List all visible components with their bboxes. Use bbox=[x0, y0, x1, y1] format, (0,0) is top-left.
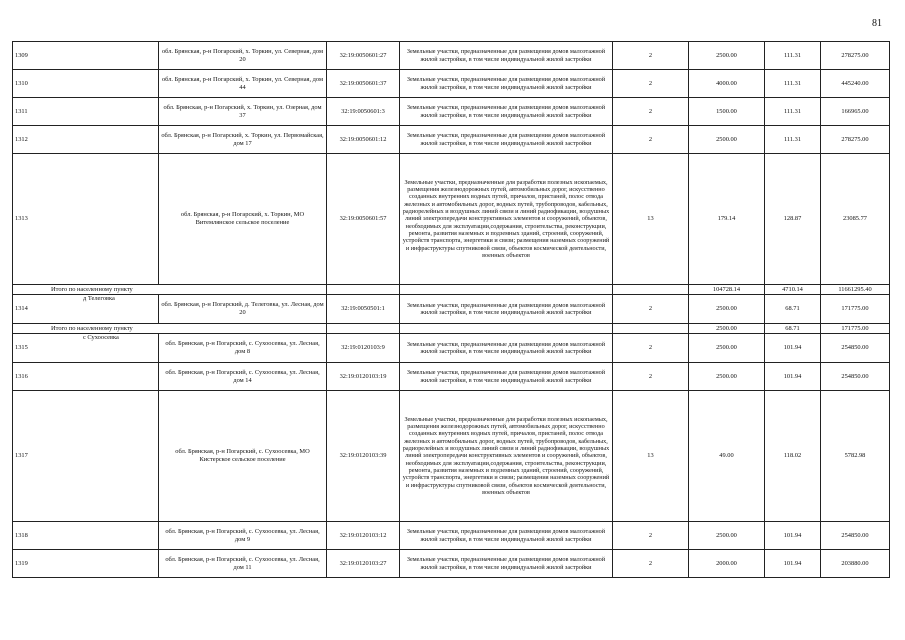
row-specific-value: 68.71 bbox=[765, 295, 821, 324]
row-cadastral-value: 254850.00 bbox=[821, 522, 890, 550]
row-area: 49.00 bbox=[689, 391, 765, 522]
row-land-use: Земельные участки, предназначенные для размещения домов малоэтажной жилой застройки, в том числе индивидуальной жилой застройки bbox=[400, 363, 613, 391]
row-cadastral-number: 32:19:0120103:19 bbox=[327, 363, 400, 391]
row-area: 2500.00 bbox=[689, 363, 765, 391]
row-group: 2 bbox=[613, 550, 689, 578]
row-cadastral-number: 32:19:0050501:1 bbox=[327, 295, 400, 324]
row-area: 2500.00 bbox=[689, 522, 765, 550]
row-address: обл. Брянская, р-н Погарский, х. Торкин, МО Витемлянское сельское поселение bbox=[159, 154, 327, 285]
table-row bbox=[13, 363, 890, 391]
settlement-total-row bbox=[13, 324, 890, 334]
table-row bbox=[13, 70, 890, 98]
row-number: 1313 bbox=[13, 154, 159, 285]
settlement-name: с Сухоосевка bbox=[83, 334, 119, 341]
table-row bbox=[13, 522, 890, 550]
row-address: обл. Брянская, р-н Погарский, с. Сухоосевка, МО Кистерское сельское поселение bbox=[159, 391, 327, 522]
row-area: 2500.00 bbox=[689, 295, 765, 324]
row-cadastral-number: 32:19:0050601:57 bbox=[327, 154, 400, 285]
page-number: 81 bbox=[872, 18, 882, 29]
row-cadastral-value: 445240.00 bbox=[821, 70, 890, 98]
row-address: обл. Брянская, р-н Погарский, х. Торкин, ул. Озерная, дом 37 bbox=[159, 98, 327, 126]
row-number: 1318 bbox=[13, 522, 159, 550]
row-group: 2 bbox=[613, 522, 689, 550]
row-group: 2 bbox=[613, 126, 689, 154]
row-number: 1311 bbox=[13, 98, 159, 126]
row-specific-value: 111.31 bbox=[765, 98, 821, 126]
row-group: 2 bbox=[613, 70, 689, 98]
cadastral-table bbox=[12, 41, 890, 578]
row-specific-value: 101.94 bbox=[765, 550, 821, 578]
row-area: 2500.00 bbox=[689, 42, 765, 70]
row-group: 2 bbox=[613, 42, 689, 70]
total-area: 104728.14 bbox=[689, 285, 765, 295]
row-specific-value: 101.94 bbox=[765, 363, 821, 391]
row-cadastral-value: 166965.00 bbox=[821, 98, 890, 126]
row-land-use: Земельные участки, предназначенные для размещения домов малоэтажной жилой застройки, в том числе индивидуальной жилой застройки bbox=[400, 550, 613, 578]
row-cadastral-value: 254850.00 bbox=[821, 334, 890, 363]
table-row bbox=[13, 295, 890, 324]
row-cadastral-number: 32:19:0050601:27 bbox=[327, 42, 400, 70]
row-cadastral-value: 23085.77 bbox=[821, 154, 890, 285]
total-cadastral-value: 11661295.40 bbox=[821, 285, 890, 295]
row-cadastral-number: 32:19:0120103:12 bbox=[327, 522, 400, 550]
row-group: 2 bbox=[613, 98, 689, 126]
row-area: 179.14 bbox=[689, 154, 765, 285]
row-address: обл. Брянская, р-н Погарский, с. Сухоосевка, ул. Лесная, дом 11 bbox=[159, 550, 327, 578]
row-area: 2000.00 bbox=[689, 550, 765, 578]
total-specific-value: 68.71 bbox=[765, 324, 821, 334]
row-cadastral-number: 32:19:0050601:3 bbox=[327, 98, 400, 126]
row-land-use: Земельные участки, предназначенные для размещения домов малоэтажной жилой застройки, в том числе индивидуальной жилой застройки bbox=[400, 42, 613, 70]
row-land-use: Земельные участки, предназначенные для размещения домов малоэтажной жилой застройки, в том числе индивидуальной жилой застройки bbox=[400, 98, 613, 126]
row-address: обл. Брянская, р-н Погарский, х. Торкин, ул. Северная, дом 44 bbox=[159, 70, 327, 98]
row-cadastral-value: 278275.00 bbox=[821, 126, 890, 154]
row-land-use: Земельные участки, предназначенные для размещения домов малоэтажной жилой застройки, в том числе индивидуальной жилой застройки bbox=[400, 126, 613, 154]
row-area: 2500.00 bbox=[689, 334, 765, 363]
row-cadastral-number: 32:19:0050601:37 bbox=[327, 70, 400, 98]
row-number: 1312 bbox=[13, 126, 159, 154]
table-row bbox=[13, 154, 890, 285]
total-cadastral-value: 171775.00 bbox=[821, 324, 890, 334]
settlement-name: д Телеговка bbox=[83, 295, 115, 302]
settlement-total-row bbox=[13, 285, 890, 295]
row-cadastral-value: 5782.98 bbox=[821, 391, 890, 522]
row-specific-value: 118.02 bbox=[765, 391, 821, 522]
row-address: обл. Брянская, р-н Погарский, с. Сухоосевка, ул. Лесная, дом 8 bbox=[159, 334, 327, 363]
row-cadastral-value: 203880.00 bbox=[821, 550, 890, 578]
row-group: 2 bbox=[613, 334, 689, 363]
row-cadastral-value: 171775.00 bbox=[821, 295, 890, 324]
table-row bbox=[13, 391, 890, 522]
row-land-use: Земельные участки, предназначенные для размещения домов малоэтажной жилой застройки, в том числе индивидуальной жилой застройки bbox=[400, 522, 613, 550]
row-specific-value: 101.94 bbox=[765, 522, 821, 550]
row-cadastral-number: 32:19:0120103:9 bbox=[327, 334, 400, 363]
row-group: 13 bbox=[613, 154, 689, 285]
row-specific-value: 101.94 bbox=[765, 334, 821, 363]
row-number: 1309 bbox=[13, 42, 159, 70]
row-address: обл. Брянская, р-н Погарский, д. Телеговка, ул. Лесная, дом 20 bbox=[159, 295, 327, 324]
row-cadastral-value: 278275.00 bbox=[821, 42, 890, 70]
row-area: 2500.00 bbox=[689, 126, 765, 154]
row-specific-value: 111.31 bbox=[765, 70, 821, 98]
table-row bbox=[13, 334, 890, 363]
row-address: обл. Брянская, р-н Погарский, с. Сухоосевка, ул. Лесная, дом 14 bbox=[159, 363, 327, 391]
row-specific-value: 128.87 bbox=[765, 154, 821, 285]
row-land-use: Земельные участки, предназначенные для размещения домов малоэтажной жилой застройки, в том числе индивидуальной жилой застройки bbox=[400, 295, 613, 324]
row-area: 4000.00 bbox=[689, 70, 765, 98]
row-number bbox=[13, 295, 159, 324]
row-number-value: 1314 bbox=[15, 305, 28, 313]
row-number: 1310 bbox=[13, 70, 159, 98]
row-group: 2 bbox=[613, 295, 689, 324]
row-address: обл. Брянская, р-н Погарский, х. Торкин, ул. Первомайская, дом 17 bbox=[159, 126, 327, 154]
row-land-use: Земельные участки, предназначенные для размещения домов малоэтажной жилой застройки, в том числе индивидуальной жилой застройки bbox=[400, 70, 613, 98]
row-number bbox=[13, 334, 159, 363]
row-number-value: 1315 bbox=[15, 344, 28, 352]
row-land-use: Земельные участки, предназначенные для разработки полезных ископаемых, размещения железнодорожных путей, автомобильных дорог, искусственно созданных внутренних водных путей, причалов, пристаней, полос отвода железных и автомобильных дорог, водных путей, трубопроводов, кабельных, радиорелейных и воздушных линий связи и линий радиофикации, воздушных линий электропередачи конструктивных элементов и сооружений, объектов, необходимых для эксплуатации,содержания, строительства, реконструкции, ремонта, развития наземных и подземных зданий, строений, сооружений, устройств транспорта, энергетики и связи; размещения наземных сооружений и инфраструктуры спутниковой связи, объектов космической деятельности, военных объектов bbox=[400, 391, 613, 522]
row-land-use: Земельные участки, предназначенные для разработки полезных ископаемых, размещения железнодорожных путей, автомобильных дорог, искусственно созданных внутренних водных путей, причалов, пристаней, полос отвода железных и автомобильных дорог, водных путей, трубопроводов, кабельных, радиорелейных и воздушных линий связи и линий радиофикации, воздушных линий электропередачи конструктивных элементов и сооружений, объектов, необходимых для эксплуатации,содержания, строительства, реконструкции, ремонта, развития наземных и подземных зданий, строений, сооружений, устройств транспорта, энергетики и связи; размещения наземных сооружений и инфраструктуры спутниковой связи, объектов космической деятельности, военных объектов bbox=[400, 154, 613, 285]
table-row bbox=[13, 126, 890, 154]
row-area: 1500.00 bbox=[689, 98, 765, 126]
row-group: 13 bbox=[613, 391, 689, 522]
total-area: 2500.00 bbox=[689, 324, 765, 334]
total-specific-value: 4710.14 bbox=[765, 285, 821, 295]
table-row bbox=[13, 98, 890, 126]
row-cadastral-number: 32:19:0120103:27 bbox=[327, 550, 400, 578]
row-cadastral-number: 32:19:0050601:12 bbox=[327, 126, 400, 154]
row-address: обл. Брянская, р-н Погарский, с. Сухоосевка, ул. Лесная, дом 9 bbox=[159, 522, 327, 550]
row-number: 1319 bbox=[13, 550, 159, 578]
table-row bbox=[13, 42, 890, 70]
row-land-use: Земельные участки, предназначенные для размещения домов малоэтажной жилой застройки, в том числе индивидуальной жилой застройки bbox=[400, 334, 613, 363]
row-specific-value: 111.31 bbox=[765, 42, 821, 70]
row-group: 2 bbox=[613, 363, 689, 391]
row-number: 1317 bbox=[13, 391, 159, 522]
row-specific-value: 111.31 bbox=[765, 126, 821, 154]
row-address: обл. Брянская, р-н Погарский, х. Торкин, ул. Северная, дом 20 bbox=[159, 42, 327, 70]
row-number: 1316 bbox=[13, 363, 159, 391]
row-cadastral-value: 254850.00 bbox=[821, 363, 890, 391]
table-row bbox=[13, 550, 890, 578]
row-cadastral-number: 32:19:0120103:39 bbox=[327, 391, 400, 522]
total-label: Итого по населенному пункту bbox=[13, 285, 327, 295]
total-label: Итого по населенному пункту bbox=[13, 324, 327, 334]
